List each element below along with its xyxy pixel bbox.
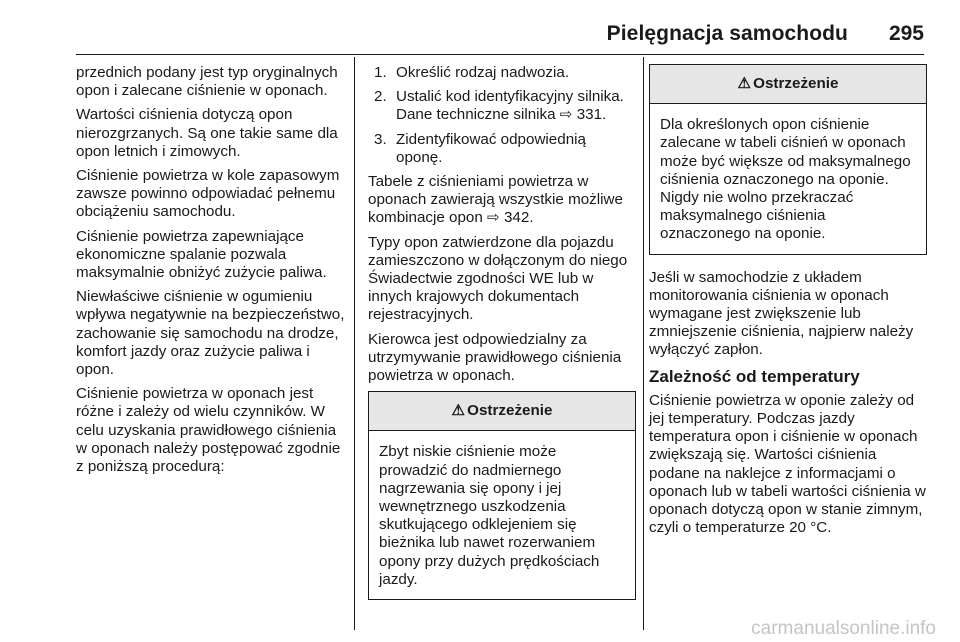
warning-box [649, 64, 927, 255]
column-3 [649, 64, 927, 543]
column-divider-1 [354, 57, 355, 630]
step-item [368, 88, 636, 124]
paragraph: Ciśnienie powietrza w oponach jest różne i zależy od wielu czynników. W celu uzyskania prawidłowego ciśnienia w oponach należy postępować zgodnie z poniższą procedurą: [76, 385, 341, 476]
page-title: Pielęgnacja samochodu [606, 22, 848, 45]
step-text: Zidentyfikować odpowiednią oponę. [396, 130, 586, 166]
paragraph: Ciśnienie powietrza zapewniające ekonomiczne spalanie pozwala maksymalnie obniżyć zużycie paliwa. [76, 227, 327, 282]
step-text: Ustalić kod identyfikacyjny silnika. Dane techniczne silnika ⇨ 331. [396, 88, 624, 124]
step-item [368, 64, 636, 82]
section-heading: Zależność od temperatury [649, 366, 860, 386]
column-divider-2 [643, 57, 644, 630]
warning-box [368, 391, 636, 600]
warning-title: Ostrzeżenie [467, 402, 553, 420]
header-rule [76, 54, 924, 55]
page-number: 295 [888, 22, 924, 45]
page-header [0, 0, 960, 56]
warning-icon: ⚠ [451, 402, 466, 420]
step-number: 3. [374, 130, 387, 148]
warning-header [369, 392, 635, 431]
step-text: Określić rodzaj nadwozia. [396, 64, 570, 81]
paragraph: Niewłaściwe ciśnienie w ogumieniu wpływa negatywnie na bezpieczeństwo, zachowanie się samochodu na drodze, komfort jazdy oraz zużycie paliwa i opon. [76, 288, 345, 379]
warning-header [650, 65, 926, 104]
step-number: 2. [374, 88, 387, 106]
warning-title: Ostrzeżenie [753, 75, 839, 92]
warning-text: Dla określonych opon ciśnienie zalecane w tabeli ciśnień w oponach może być większe od maksymalnego ciśnienia oznaczonego na oponie. Nigdy nie wolno przekraczać maksymalnego ciśnienia oznaczonego na oponie. [660, 116, 911, 243]
paragraph: Jeśli w samochodzie z układem monitorowania ciśnienia w oponach wymagane jest zwiększenie lub zmniejszenie ciśnienia, najpierw należy wyłączyć zapłon. [649, 268, 914, 359]
step-number: 1. [374, 64, 387, 81]
watermark: carmanualsonline.info [751, 618, 936, 639]
paragraph: przednich podany jest typ oryginalnych opon i zalecane ciśnienie w oponach. [76, 64, 338, 100]
procedure-steps [368, 64, 636, 167]
step-item [368, 131, 636, 167]
column-1 [76, 64, 348, 482]
paragraph: Ciśnienie powietrza w kole zapasowym zawsze powinno odpowiadać pełnemu obciążeniu samochodu. [76, 167, 340, 221]
column-2 [368, 64, 636, 614]
paragraph: Kierowca jest odpowiedzialny za utrzymywanie prawidłowego ciśnienia powietrza w oponach. [368, 330, 622, 385]
paragraph: Ciśnienie powietrza w oponie zależy od jej temperatury. Podczas jazdy temperatura opon i ciśnienie w oponach zwiększają się. Wartości ciśnienia podane na naklejce z informacjami o oponach lub w tabeli wartości ciśnienia w oponach dotyczą opon w stanie zimnym, czyli o temperaturze 20 °C. [649, 391, 926, 537]
warning-text: Zbyt niskie ciśnienie może prowadzić do nadmiernego nagrzewania się opony i jej wewnętrznego uszkodzenia skutkującego odklejeniem się bieżnika lub nawet rozerwaniem opony przy dużych prędkościach jazdy. [379, 443, 600, 588]
paragraph: Tabele z ciśnieniami powietrza w oponach zawierają wszystkie możliwe kombinacje opon ⇨ 342. [368, 173, 623, 227]
paragraph: Typy opon zatwierdzone dla pojazdu zamieszczono w dołączonym do niego Świadectwie zgodności WE lub w innych krajowych dokumentach rejestracyjnych. [368, 233, 628, 324]
paragraph: Wartości ciśnienia dotyczą opon nierozgrzanych. Są one takie same dla opon letnich i zimowych. [76, 106, 338, 160]
warning-icon: ⚠ [737, 75, 752, 92]
